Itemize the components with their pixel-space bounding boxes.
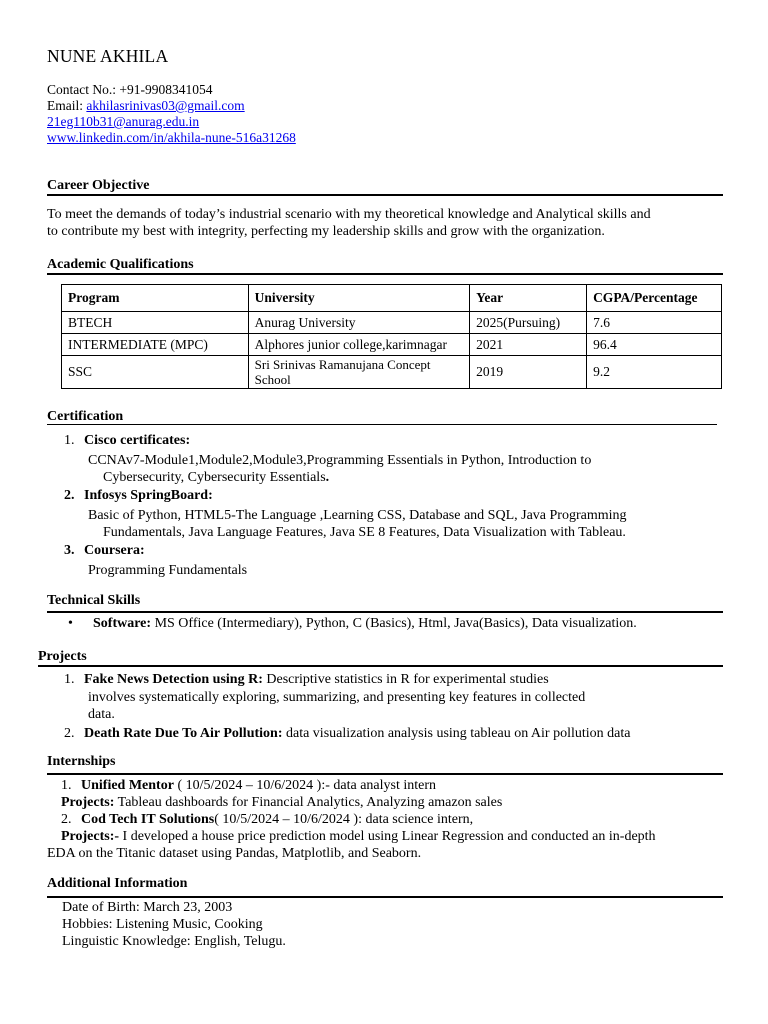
cert-heading: Cisco certificates: — [84, 433, 191, 448]
contact-block — [47, 82, 296, 146]
career-objective-line: To meet the demands of today’s industrial scenario with my theoretical knowledge and Analytical skills and — [47, 207, 651, 222]
additional-info-line: Linguistic Knowledge: English, Telugu. — [62, 934, 286, 949]
internships-list — [61, 777, 731, 845]
projects-rule — [38, 665, 723, 667]
project-text-cont: data. — [88, 707, 115, 722]
academic-table — [61, 284, 722, 389]
linkedin-link[interactable]: www.linkedin.com/in/akhila-nune-516a31268 — [47, 130, 296, 145]
additional-info-line: Date of Birth: March 23, 2003 — [62, 900, 233, 915]
list-item — [64, 542, 724, 559]
intern-projects-label: Projects:- — [61, 829, 120, 844]
email-link-primary[interactable]: akhilasrinivas03@gmail.com — [86, 98, 245, 113]
table-cell: Anurag University — [248, 312, 470, 334]
intern-projects-text: Tableau dashboards for Financial Analytics, Analyzing amazon sales — [114, 795, 503, 810]
phone-line — [47, 82, 296, 98]
list-item — [64, 432, 724, 449]
certification-heading: Certification — [47, 409, 124, 424]
intern-company: Unified Mentor — [81, 778, 174, 793]
skill-text: MS Office (Intermediary), Python, C (Basics), Html, Java(Basics), Data visualization. — [151, 616, 637, 631]
internships-rule — [47, 773, 723, 775]
career-objective-heading: Career Objective — [47, 178, 150, 193]
certification-rule — [47, 424, 717, 425]
email-link-secondary[interactable]: 21eg110b31@anurag.edu.in — [47, 114, 200, 129]
cert-detail: Programming Fundamentals — [88, 563, 248, 578]
project-heading: Death Rate Due To Air Pollution: — [84, 726, 283, 741]
technical-skills-heading: Technical Skills — [47, 593, 141, 608]
cert-detail: CCNAv7-Module1,Module2,Module3,Programming Essentials in Python, Introduction to — [88, 453, 592, 468]
intern-projects-text: I developed a house price prediction model using Linear Regression and conducted an in-depth — [119, 829, 656, 844]
intern-projects-label: Projects: — [61, 795, 115, 810]
email-label: Email: — [47, 98, 87, 113]
table-row — [62, 312, 722, 334]
column-header: University — [248, 285, 470, 312]
career-objective-line: to contribute my best with integrity, perfecting my leadership skills and grow with the organization. — [47, 224, 605, 239]
list-number: 3. — [64, 543, 75, 558]
list-number: 1. — [64, 672, 75, 687]
project-heading: Fake News Detection using R: — [84, 672, 263, 687]
academic-table-header — [62, 285, 722, 312]
list-item — [61, 811, 731, 828]
table-cell: Alphores junior college,karimnagar — [248, 334, 470, 356]
table-cell: INTERMEDIATE (MPC) — [62, 334, 249, 356]
candidate-name: NUNE AKHILA — [47, 46, 169, 66]
project-text: Descriptive statistics in R for experimental studies — [262, 672, 549, 687]
list-item — [64, 487, 724, 504]
list-item — [64, 671, 724, 688]
intern-projects — [61, 794, 731, 811]
table-cell: 7.6 — [587, 312, 722, 334]
phone-number: +91-9908341054 — [119, 82, 213, 97]
list-number: 1. — [61, 778, 72, 793]
column-header: CGPA/Percentage — [587, 285, 722, 312]
intern-company: Cod Tech IT Solutions — [81, 812, 215, 827]
intern-detail: ( 10/5/2024 – 10/6/2024 ): data science intern, — [214, 812, 474, 827]
table-cell: Sri Srinivas Ramanujana Concept School — [248, 356, 470, 389]
list-number: 2. — [64, 726, 75, 741]
intern-detail: ( 10/5/2024 – 10/6/2024 ):- data analyst intern — [173, 778, 436, 793]
cert-detail-cont — [64, 469, 724, 486]
technical-skills-item — [68, 615, 728, 632]
table-cell: 2025(Pursuing) — [470, 312, 587, 334]
table-cell: BTECH — [62, 312, 249, 334]
list-item — [64, 725, 724, 742]
skill-label: Software: — [93, 616, 152, 631]
certification-list — [64, 432, 724, 579]
project-text-cont: involves systematically exploring, summarizing, and presenting key features in collected — [88, 690, 586, 705]
table-cell: 9.2 — [587, 356, 722, 389]
table-row — [62, 356, 722, 389]
email-line — [47, 98, 296, 114]
bullet-icon: • — [68, 616, 73, 631]
column-header: Program — [62, 285, 249, 312]
phone-label: Contact No.: — [47, 82, 120, 97]
table-cell: 96.4 — [587, 334, 722, 356]
projects-heading: Projects — [38, 649, 87, 664]
career-objective-rule — [47, 194, 723, 196]
table-cell: 2019 — [470, 356, 587, 389]
internships-heading: Internships — [47, 754, 116, 769]
list-number: 2. — [61, 812, 72, 827]
cert-detail-text: Cybersecurity, Cybersecurity Essentials — [103, 470, 326, 485]
cert-heading: Infosys SpringBoard: — [84, 488, 213, 503]
academic-heading: Academic Qualifications — [47, 257, 194, 272]
email-line-secondary — [47, 114, 296, 130]
intern-projects-cont: EDA on the Titanic dataset using Pandas, Matplotlib, and Seaborn. — [47, 846, 422, 861]
linkedin-line — [47, 130, 296, 146]
projects-list — [64, 671, 724, 742]
project-text: data visualization analysis using tableau on Air pollution data — [282, 726, 631, 741]
cert-detail-cont: Fundamentals, Java Language Features, Java SE 8 Features, Data Visualization with Tableau. — [103, 525, 626, 540]
additional-info-heading: Additional Information — [47, 876, 188, 891]
cert-detail-period: . — [325, 470, 330, 485]
technical-skills-rule — [47, 611, 723, 613]
column-header: Year — [470, 285, 587, 312]
table-cell: 2021 — [470, 334, 587, 356]
additional-info-line: Hobbies: Listening Music, Cooking — [62, 917, 263, 932]
cert-heading: Coursera: — [84, 543, 145, 558]
list-item — [61, 777, 731, 794]
list-number: 1. — [64, 433, 75, 448]
career-objective-text — [47, 206, 737, 240]
additional-info-rule — [47, 896, 723, 898]
intern-projects — [61, 828, 731, 845]
cert-detail: Basic of Python, HTML5-The Language ,Learning CSS, Database and SQL, Java Programming — [88, 508, 627, 523]
additional-info-list — [62, 899, 722, 950]
table-cell: SSC — [62, 356, 249, 389]
academic-rule — [47, 273, 723, 275]
table-row — [62, 334, 722, 356]
list-number: 2. — [64, 488, 75, 503]
